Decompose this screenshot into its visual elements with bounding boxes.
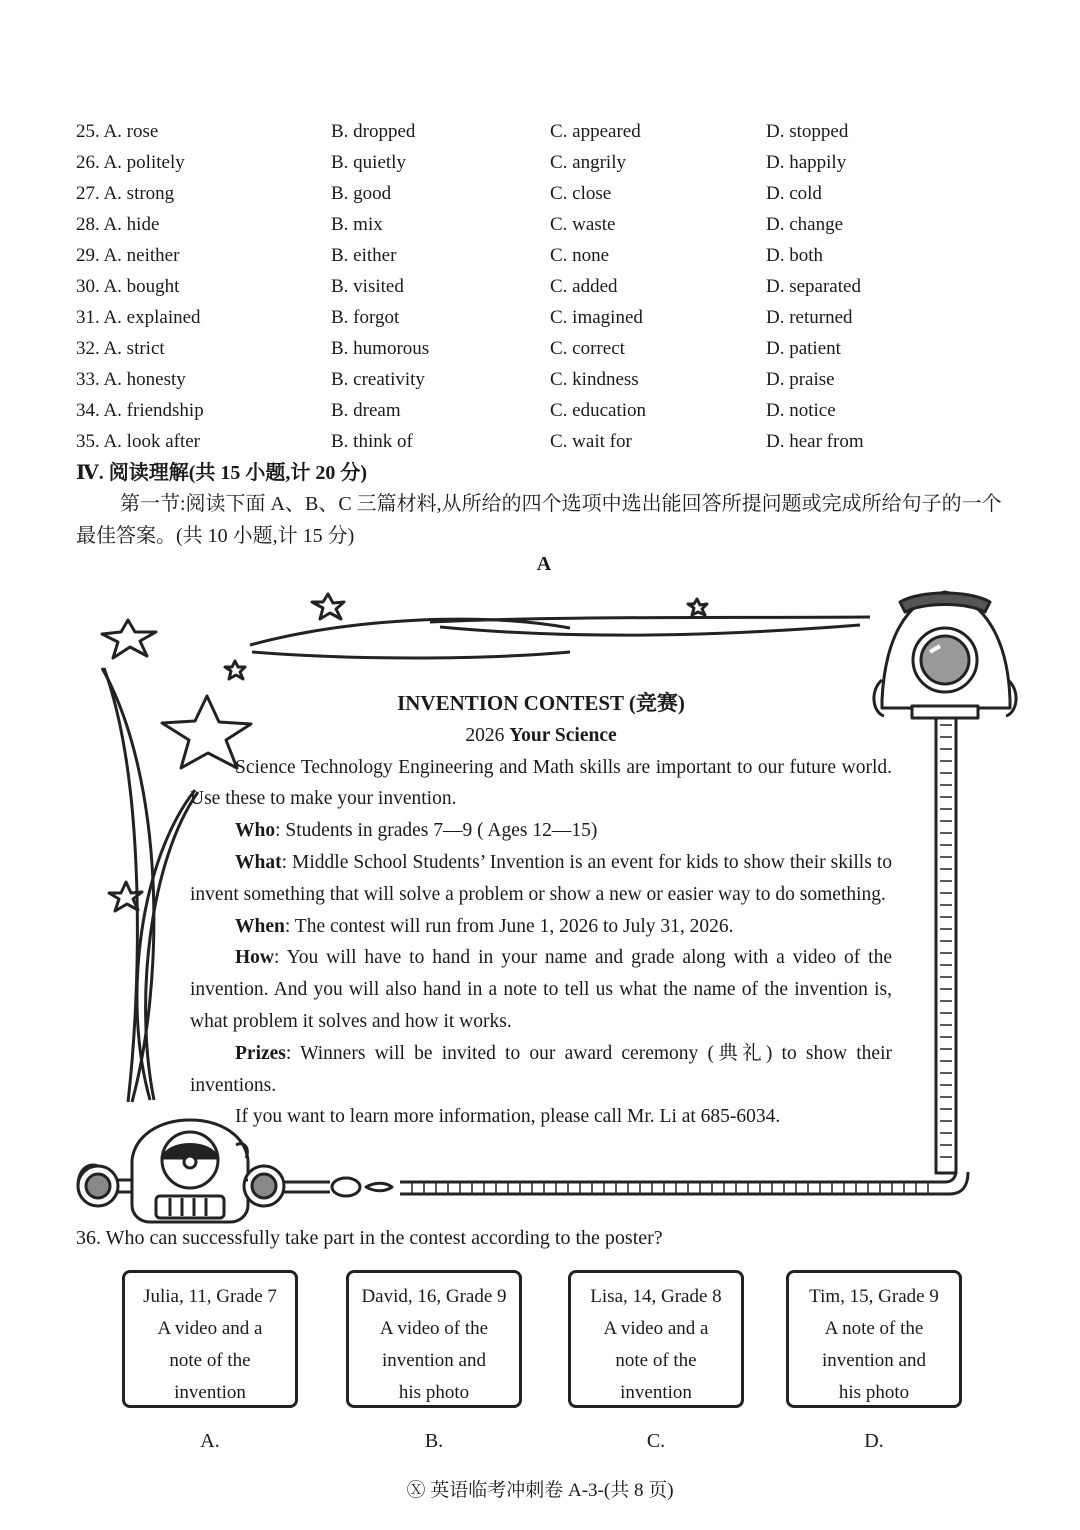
answer-option-b-card[interactable] [346, 1270, 522, 1408]
option-line: his photo [398, 1382, 470, 1403]
option-c: C. kindness [550, 369, 639, 390]
how-text: : You will have to hand in your name and grade along with a video of the invention. And you will also hand in a note to tell us what the name of the invention is, what problem it solves and how it works. [190, 947, 892, 1032]
option-a: 31. A. explained [76, 307, 201, 328]
poster-what [190, 847, 892, 911]
page-footer: Ⓧ 英语临考冲刺卷 A-3-(共 8 页) [406, 1480, 674, 1501]
star-icon [225, 661, 245, 679]
poster-title: INVENTION CONTEST (竞赛) [397, 691, 685, 715]
option-d: D. returned [766, 307, 853, 328]
option-line: invention and [382, 1350, 486, 1371]
option-b: B. humorous [331, 338, 430, 359]
what-text: : Middle School Students’ Invention is an event for kids to show their skills to invent something that will solve a problem or show a new or easier way to do something. [190, 851, 892, 905]
option-b: B. dream [331, 400, 401, 421]
option-b: B. dropped [331, 121, 416, 142]
prizes-label: Prizes [235, 1042, 286, 1064]
when-label: When [235, 915, 285, 937]
option-c: C. imagined [550, 307, 643, 328]
option-d: D. change [766, 214, 844, 235]
option-line: Tim, 15, Grade 9 [809, 1286, 939, 1307]
what-label: What [235, 851, 282, 873]
option-line: note of the [615, 1350, 697, 1371]
option-c: C. wait for [550, 431, 632, 452]
option-b: B. creativity [331, 369, 425, 390]
option-line: invention [620, 1382, 692, 1403]
option-line: A video and a [603, 1318, 709, 1339]
poster-when [190, 911, 892, 943]
option-d: D. separated [766, 276, 861, 297]
how-label: How [235, 947, 274, 969]
option-line: invention [174, 1382, 246, 1403]
option-line: his photo [838, 1382, 910, 1403]
option-letter-d: D. [864, 1430, 884, 1452]
option-a: 25. A. rose [76, 121, 159, 142]
section-instruction: 第一节:阅读下面 A、B、C 三篇材料,从所给的四个选项中选出能回答所提问题或完成所给句子的一个最佳答案。(共 10 小题,计 15 分) [76, 493, 1002, 547]
option-b: B. good [331, 183, 392, 204]
swoosh-line [252, 652, 570, 658]
option-c: C. appeared [550, 121, 641, 142]
star-icon [102, 620, 156, 658]
option-line: A video of the [379, 1318, 489, 1339]
star-icon [312, 594, 344, 619]
poster-prizes [190, 1038, 892, 1102]
option-b: B. quietly [331, 152, 406, 173]
option-letter-a: A. [200, 1430, 220, 1452]
prizes-text: : Winners will be invited to our award ceremony (典礼) to show their inventions. [190, 1042, 892, 1096]
ladder-tube [936, 718, 956, 1173]
option-line: A video and a [157, 1318, 263, 1339]
option-a: 30. A. bought [76, 276, 180, 297]
invention-contest-poster [190, 688, 892, 1133]
option-c: C. correct [550, 338, 625, 359]
swoosh-line [440, 625, 860, 635]
robot-icon [78, 1120, 392, 1222]
option-line: invention and [822, 1350, 926, 1371]
option-c: C. education [550, 400, 647, 421]
star-icon [688, 599, 707, 615]
option-line: Lisa, 14, Grade 8 [590, 1286, 722, 1307]
poster-contact: If you want to learn more information, please call Mr. Li at 685-6034. [235, 1106, 781, 1128]
option-line: David, 16, Grade 9 [361, 1286, 507, 1307]
option-c: C. none [550, 245, 610, 266]
option-line: A note of the [824, 1318, 924, 1339]
poster-who [190, 815, 892, 847]
question-36: 36. Who can successfully take part in the contest according to the poster? [76, 1227, 663, 1249]
option-a: 32. A. strict [76, 338, 165, 359]
option-a: 27. A. strong [76, 183, 175, 204]
option-a: 35. A. look after [76, 431, 201, 452]
option-b: B. either [331, 245, 397, 266]
option-c: C. angrily [550, 152, 626, 173]
when-text: : The contest will run from June 1, 2026 to July 31, 2026. [284, 915, 734, 937]
option-letter-b: B. [424, 1430, 444, 1452]
option-b: B. think of [331, 431, 413, 452]
option-d: D. hear from [766, 431, 864, 452]
swoosh-arc [104, 668, 137, 1102]
option-d: D. happily [766, 152, 847, 173]
poster-intro: Science Technology Engineering and Math skills are important to our future world. Use these to make your invention. [190, 756, 892, 810]
option-a: 29. A. neither [76, 245, 180, 266]
poster-subtitle-bold: Your Science [509, 724, 617, 746]
who-label: Who [235, 820, 276, 842]
option-a: 28. A. hide [76, 214, 160, 235]
section-heading: Ⅳ. 阅读理解(共 15 小题,计 20 分) [76, 462, 368, 484]
option-d: D. praise [766, 369, 835, 390]
option-b: B. visited [331, 276, 404, 297]
option-d: D. both [766, 245, 823, 266]
option-c: C. close [550, 183, 612, 204]
option-d: D. notice [766, 400, 836, 421]
option-b: B. forgot [331, 307, 400, 328]
option-d: D. stopped [766, 121, 849, 142]
poster-subtitle-year: 2026 [465, 724, 510, 746]
option-a: 26. A. politely [76, 152, 185, 173]
who-text: : Students in grades 7—9 ( Ages 12—15) [275, 820, 598, 842]
poster-subtitle [190, 720, 892, 752]
passage-letter: A [536, 553, 552, 575]
option-c: C. waste [550, 214, 616, 235]
option-d: D. patient [766, 338, 841, 359]
option-a: 33. A. honesty [76, 369, 186, 390]
option-line: Julia, 11, Grade 7 [143, 1286, 277, 1307]
answer-option-c-card[interactable] [568, 1270, 744, 1408]
option-a: 34. A. friendship [76, 400, 204, 421]
poster-how [190, 942, 892, 1037]
option-c: C. added [550, 276, 618, 297]
option-b: B. mix [331, 214, 383, 235]
answer-option-a-card[interactable] [122, 1270, 298, 1408]
option-letter-c: C. [646, 1430, 666, 1452]
option-line: note of the [169, 1350, 251, 1371]
swoosh-arc [137, 790, 195, 1100]
answer-option-d-card[interactable] [786, 1270, 962, 1408]
option-d: D. cold [766, 183, 822, 204]
